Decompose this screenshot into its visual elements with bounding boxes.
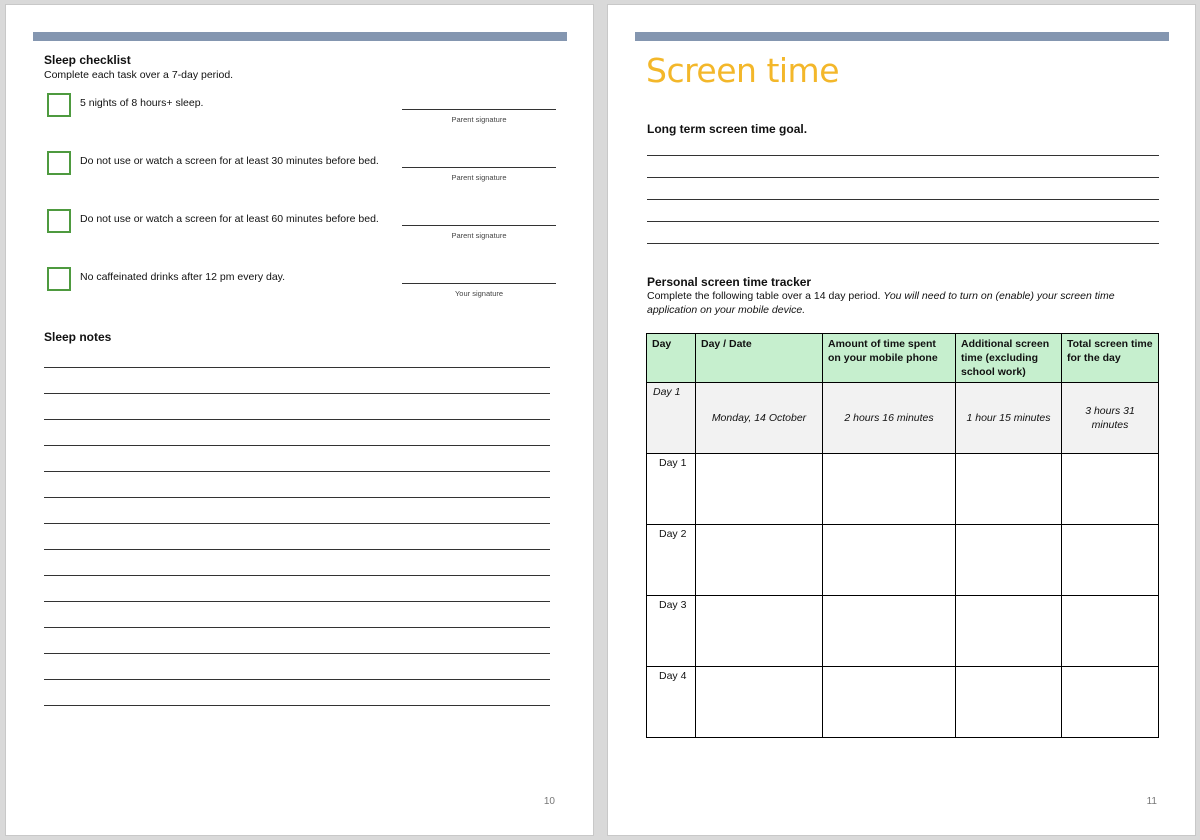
goal-line[interactable] (647, 199, 1159, 200)
table-row (647, 454, 1159, 525)
total-time-cell[interactable] (1062, 667, 1159, 738)
goal-title: Long term screen time goal. (647, 122, 808, 136)
table-row (647, 667, 1159, 738)
checklist-item (47, 151, 557, 191)
signature-line[interactable] (402, 109, 556, 110)
additional-time-cell[interactable] (956, 525, 1062, 596)
column-header: Amount of time spent on your mobile phone (823, 334, 956, 383)
phone-time-cell[interactable] (823, 525, 956, 596)
tracker-title: Personal screen time tracker (647, 275, 812, 289)
note-line[interactable] (44, 679, 550, 680)
total-time-cell[interactable] (1062, 596, 1159, 667)
checklist-title: Sleep checklist (44, 53, 131, 67)
note-line[interactable] (44, 653, 550, 654)
total-time-cell[interactable] (1062, 525, 1159, 596)
note-line[interactable] (44, 497, 550, 498)
note-line[interactable] (44, 367, 550, 368)
screen-time-tracker-table (646, 333, 1159, 738)
page-11 (607, 4, 1196, 836)
note-line[interactable] (44, 445, 550, 446)
checklist-item-text: Do not use or watch a screen for at least 30 minutes before bed. (80, 155, 379, 167)
checkbox[interactable] (47, 267, 71, 291)
total-time-cell[interactable] (1062, 454, 1159, 525)
note-line[interactable] (44, 393, 550, 394)
example-day-cell: Day 1 (647, 383, 696, 454)
example-additional-time-cell: 1 hour 15 minutes (956, 383, 1062, 454)
checklist-item-text: No caffeinated drinks after 12 pm every day. (80, 271, 286, 283)
example-row (647, 383, 1159, 454)
table-row (647, 525, 1159, 596)
tracker-instructions (647, 289, 1147, 317)
page-title: Screen time (646, 51, 839, 90)
date-cell[interactable] (696, 454, 823, 525)
signature-label: Parent signature (451, 173, 507, 182)
checkbox[interactable] (47, 209, 71, 233)
goal-line[interactable] (647, 177, 1159, 178)
phone-time-cell[interactable] (823, 596, 956, 667)
note-line[interactable] (44, 575, 550, 576)
checklist-item (47, 93, 557, 133)
column-header: Day / Date (696, 334, 823, 383)
note-line[interactable] (44, 523, 550, 524)
checklist-subtitle: Complete each task over a 7-day period. (44, 69, 234, 81)
page-number: 10 (543, 796, 555, 807)
note-line[interactable] (44, 471, 550, 472)
note-line[interactable] (44, 419, 550, 420)
note-line[interactable] (44, 601, 550, 602)
column-header: Day (647, 334, 696, 383)
goal-line[interactable] (647, 221, 1159, 222)
signature-line[interactable] (402, 283, 556, 284)
signature-label: Parent signature (451, 231, 507, 240)
note-line[interactable] (44, 627, 550, 628)
signature-label: Your signature (454, 289, 504, 298)
signature-label: Parent signature (451, 115, 507, 124)
signature-line[interactable] (402, 225, 556, 226)
signature-line[interactable] (402, 167, 556, 168)
date-cell[interactable] (696, 596, 823, 667)
checklist-item (47, 267, 557, 307)
tracker-instructions-text: Complete the following table over a 14 day period. (647, 290, 881, 302)
date-cell[interactable] (696, 525, 823, 596)
goal-line[interactable] (647, 155, 1159, 156)
phone-time-cell[interactable] (823, 454, 956, 525)
day-cell: Day 4 (647, 667, 696, 738)
phone-time-cell[interactable] (823, 667, 956, 738)
date-cell[interactable] (696, 667, 823, 738)
table-header-row (647, 334, 1159, 383)
checkbox[interactable] (47, 93, 71, 117)
additional-time-cell[interactable] (956, 596, 1062, 667)
checklist-item (47, 209, 557, 249)
page-number: 11 (1146, 796, 1157, 807)
additional-time-cell[interactable] (956, 667, 1062, 738)
table-row (647, 596, 1159, 667)
column-header: Total screen time for the day (1062, 334, 1159, 383)
example-date-cell: Monday, 14 October (696, 383, 823, 454)
example-total-time-cell: 3 hours 31 minutes (1062, 383, 1159, 454)
note-line[interactable] (44, 549, 550, 550)
notes-title: Sleep notes (44, 330, 112, 344)
goal-line[interactable] (647, 243, 1159, 244)
column-header: Additional screen time (excluding school work) (956, 334, 1062, 383)
tracker-instructions-italic: You will need to turn on (enable) your screen time application on your mobile device. (647, 290, 1115, 316)
example-phone-time-cell: 2 hours 16 minutes (823, 383, 956, 454)
day-cell: Day 1 (647, 454, 696, 525)
day-cell: Day 3 (647, 596, 696, 667)
header-bar (33, 32, 567, 41)
day-cell: Day 2 (647, 525, 696, 596)
header-bar (635, 32, 1169, 41)
note-line[interactable] (44, 705, 550, 706)
checklist-item-text: 5 nights of 8 hours+ sleep. (80, 97, 204, 109)
checklist-item-text: Do not use or watch a screen for at least 60 minutes before bed. (80, 213, 379, 225)
additional-time-cell[interactable] (956, 454, 1062, 525)
page-10 (5, 4, 594, 836)
checkbox[interactable] (47, 151, 71, 175)
